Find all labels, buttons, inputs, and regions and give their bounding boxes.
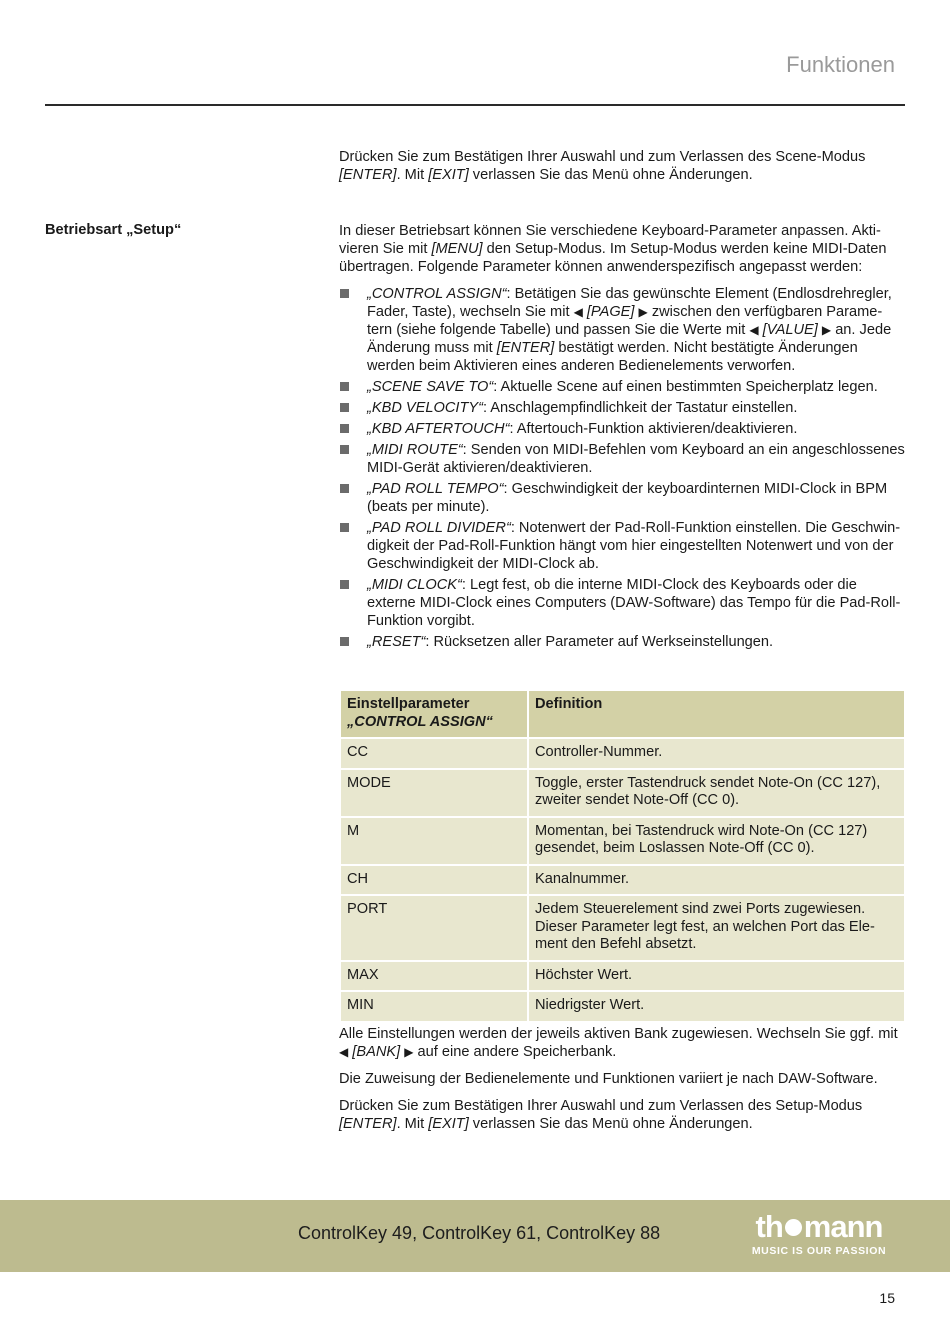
exit-paragraph: [339, 1097, 905, 1133]
list-item: [339, 420, 905, 438]
bullet-term: „RESET“: [367, 634, 426, 650]
bank-paragraph: [339, 1025, 905, 1061]
bullet-text: : Legt fest, ob die interne MIDI-Clock des Keyboards oder die externe MIDI-Clock eines Computers (DAW-Software) das Tempo für die Pad-Roll-Funktion vorgibt.: [367, 577, 901, 629]
logo-dot-icon: [785, 1219, 802, 1236]
page-number: 15: [879, 1290, 895, 1306]
list-item: [339, 576, 905, 630]
list-item: [339, 441, 905, 477]
bullet-square-icon: [340, 580, 349, 589]
bullet-term: „SCENE SAVE TO“: [367, 379, 494, 395]
bullet-square-icon: [340, 382, 349, 391]
bullet-square-icon: [340, 523, 349, 532]
right-arrow-icon: ▶: [404, 1045, 414, 1059]
setup-line-d: übertragen. Folgende Parameter können anwenderspezifisch angepasst werden:: [339, 259, 863, 275]
definition-cell: Jedem Steuerelement sind zwei Ports zugewiesen. Dieser Parameter legt fest, an welchen Port das Ele-ment den Befehl absetzt.: [529, 896, 904, 960]
bullet-text: : Geschwindigkeit der keyboardinternen MIDI-Clock in BPM (beats per minute).: [367, 481, 888, 515]
param-cell: MODE: [341, 770, 527, 816]
logo-tagline: MUSIC IS OUR PASSION: [751, 1245, 887, 1257]
section-title: Funktionen: [786, 52, 895, 77]
exit-key: [EXIT]: [428, 167, 469, 183]
param-cell: M: [341, 818, 527, 864]
bullet-square-icon: [340, 403, 349, 412]
exit-end: verlassen Sie das Menü ohne Änderungen.: [468, 1116, 753, 1132]
ca-text4: bestätigt werden. Nicht bestätigte Änderungen werden beim Aktivieren eines anderen Bedienelements verworfen.: [367, 340, 858, 374]
bullet-term: „MIDI ROUTE“: [367, 442, 463, 458]
exit-line1: Drücken Sie zum Bestätigen Ihrer Auswahl und zum Verlassen des Setup-Modus: [339, 1098, 863, 1114]
intro-mid: . Mit: [396, 167, 429, 183]
thomann-logo: [738, 1210, 900, 1257]
definition-cell: Momentan, bei Tastendruck wird Note-On (CC 127) gesendet, beim Loslassen Note-Off (CC 0).: [529, 818, 904, 864]
left-arrow-icon: ◀: [339, 1045, 349, 1059]
list-item: [339, 519, 905, 573]
bank-key: [BANK]: [352, 1044, 401, 1060]
table-row: [341, 770, 904, 816]
ca-text3: an. Jede Änderung muss mit: [367, 322, 892, 356]
header-parameter: [341, 691, 527, 737]
bullet-text: : Anschlagempfindlichkeit der Tastatur einstellen.: [482, 400, 798, 416]
table-row: [341, 896, 904, 960]
bullet-square-icon: [340, 637, 349, 646]
left-arrow-icon: ◀: [749, 323, 759, 337]
intro-paragraph: [339, 148, 905, 184]
right-arrow-icon: ▶: [821, 323, 832, 337]
bullet-square-icon: [340, 289, 349, 298]
list-item: [339, 378, 905, 396]
table-header-row: [341, 691, 904, 737]
table-row: [341, 739, 904, 768]
list-item: [339, 480, 905, 516]
header-definition: Definition: [529, 691, 904, 737]
intro-end: verlassen Sie das Menü ohne Änderungen.: [468, 167, 753, 183]
intro-line1: Drücken Sie zum Bestätigen Ihrer Auswahl und zum Verlassen des Scene-Modus: [339, 149, 866, 165]
page-key: [PAGE]: [586, 304, 635, 320]
bullet-term: „PAD ROLL TEMPO“: [367, 481, 504, 497]
setup-line-c: den Setup-Modus. Im Setup-Modus werden keine MIDI-Daten: [482, 241, 887, 257]
enter-key: [ENTER]: [496, 340, 555, 356]
definition-cell: Toggle, erster Tastendruck sendet Note-On (CC 127), zweiter sendet Note-Off (CC 0).: [529, 770, 904, 816]
definition-cell: Höchster Wert.: [529, 962, 904, 991]
table-row: [341, 866, 904, 895]
bullet-term: „CONTROL ASSIGN“: [367, 286, 507, 302]
bank-text1: Alle Einstellungen werden der jeweils aktiven Bank zugewiesen. Wechseln Sie ggf. mit: [339, 1026, 898, 1042]
bullet-text: : Rücksetzen aller Parameter auf Werkseinstellungen.: [425, 634, 774, 650]
daw-paragraph: Die Zuweisung der Bedienelemente und Funktionen variiert je nach DAW-Software.: [339, 1071, 878, 1087]
bullet-term: „KBD AFTERTOUCH“: [367, 421, 510, 437]
bullet-text: : Notenwert der Pad-Roll-Funktion einstellen. Die Geschwin-digkeit der Pad-Roll-Funktion hängt vom hier eingestellten Notenwert und von der Geschwindigkeit der MIDI-Clock ab.: [367, 520, 901, 572]
control-assign-table: [339, 689, 906, 1023]
header-divider: [45, 104, 905, 106]
definition-cell: Niedrigster Wert.: [529, 992, 904, 1021]
table-row: [341, 962, 904, 991]
left-arrow-icon: ◀: [573, 305, 583, 319]
exit-key: [EXIT]: [428, 1116, 469, 1132]
ca-text1: : Betätigen Sie das gewünschte Element (Endlosdrehregler, Fader, Taste), wechseln Sie mit: [367, 286, 892, 320]
definition-cell: Controller-Nummer.: [529, 739, 904, 768]
enter-key: [ENTER]: [339, 1116, 397, 1132]
exit-mid: . Mit: [396, 1116, 429, 1132]
logo-wordmark: [738, 1210, 900, 1244]
param-cell: CC: [341, 739, 527, 768]
setup-paragraph: [339, 222, 905, 276]
table-row: [341, 992, 904, 1021]
setup-line-b: vieren Sie mit: [339, 241, 432, 257]
header-parameter-label: Einstellparameter: [347, 696, 470, 712]
bullet-term: „MIDI CLOCK“: [367, 577, 462, 593]
header-parameter-sub: „CONTROL ASSIGN“: [347, 713, 493, 730]
bullet-square-icon: [340, 484, 349, 493]
menu-key: [MENU]: [431, 241, 483, 257]
param-cell: MAX: [341, 962, 527, 991]
bullet-square-icon: [340, 424, 349, 433]
table-row: [341, 818, 904, 864]
definition-cell: Kanalnummer.: [529, 866, 904, 895]
logo-th: th: [755, 1209, 783, 1244]
list-item: [339, 285, 905, 375]
bullet-text: : Senden von MIDI-Befehlen vom Keyboard an ein angeschlossenes MIDI-Gerät aktivieren/deaktivieren.: [367, 442, 905, 476]
right-arrow-icon: ▶: [638, 305, 648, 319]
bank-text2: auf eine andere Speicherbank.: [413, 1044, 617, 1060]
setup-heading: Betriebsart „Setup“: [45, 222, 182, 238]
bullet-square-icon: [340, 445, 349, 454]
bullet-text: : Aftertouch-Funktion aktivieren/deaktivieren.: [509, 421, 798, 437]
bullet-term: „KBD VELOCITY“: [367, 400, 483, 416]
param-cell: PORT: [341, 896, 527, 960]
bullet-term: „PAD ROLL DIVIDER“: [367, 520, 511, 536]
param-cell: CH: [341, 866, 527, 895]
list-item: [339, 399, 905, 417]
parameter-list: [339, 285, 905, 654]
setup-line-a: In dieser Betriebsart können Sie verschiedene Keyboard-Parameter anpassen. Akti-: [339, 223, 881, 239]
enter-key: [ENTER]: [339, 167, 397, 183]
ca-text2: zwischen den verfügbaren Parame-tern (siehe folgende Tabelle) und passen Sie die Werte mit: [367, 304, 883, 338]
list-item: [339, 633, 905, 651]
footer-models: ControlKey 49, ControlKey 61, ControlKey 88: [298, 1223, 661, 1243]
logo-mann: mann: [803, 1209, 883, 1244]
param-cell: MIN: [341, 992, 527, 1021]
bullet-text: : Aktuelle Scene auf einen bestimmten Speicherplatz legen.: [493, 379, 878, 395]
value-key: [VALUE]: [762, 322, 818, 338]
